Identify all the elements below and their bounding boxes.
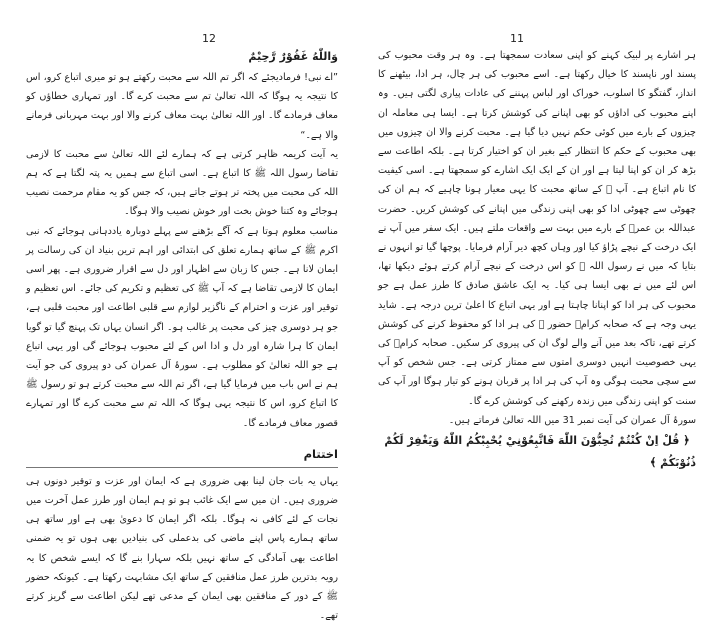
quranic-verse: وَاللّٰهُ غَفُوْرٌ رَّحِيْمٌ xyxy=(248,50,338,63)
paragraph: ہر اشارے پر لبیک کہنے کو اپنی سعادت سمجھتا ہے۔ وہ ہر وقت محبوب کی پسند اور ناپسند کا خیال رکھتا ہے۔ اسے محبوب کی ہر چال، ہر ادا، بیٹھنے کا انداز، گفتگو کا اسلوب، خوراک اور لباس پہننے کی عادات پیاری لگتی ہیں۔ وہ اپنے محبوب کی اداؤں کو بھی اپنانے کی کوشش کرتا ہے۔ ایسا ہی معاملہ ان چیزوں کے بارے میں کوئی حکم نہیں دیا گیا ہے۔ محبت کرنے والا ان چیزوں میں بھی محبوب کے حکم کا انتظار کیے بغیر ان کو اختیار کرتا ہے۔ بلکہ اطاعت سے بڑھ کر ان کو اپنا لیتا ہے اور ان کے ایک ایک اشارے کو سمجھتا ہے۔ اسی کیفیت کا نام اتباع ہے۔ آپ ﷺ کے ساتھ محبت کا یہی معیار ہونا چاہیے کہ ہم ان کی چھوٹی سے چھوٹی ادا کو بھی اپنی زندگی میں اپنانے کی کوشش کریں۔ حضرت عبداللہ بن عمرؓ کے بارے میں بہت سے واقعات ملتے ہیں۔ ایک سفر میں آپ نے ایک درخت کے نیچے پڑاؤ کیا اور وہاں کچھ دیر آرام فرمایا۔ پوچھا گیا تو انہوں نے بتایا کہ میں نے رسول اللہ ﷺ کو اس درخت کے نیچے آرام کرتے ہوئے دیکھا تھا، اس لئے میں نے بھی ایسا ہی کیا۔ یہ ایک عاشق صادق کا طرز عمل ہے جو محبوب کی ہر ادا کو اپنانا چاہتا ہے اور یہی اتباع کا اعلیٰ ترین درجہ ہے۔ شاید یہی وجہ ہے کہ صحابہ کرامؓ حضور ﷺ کی ہر ادا کو محفوظ کرنے کی کوشش کرتے تھے، تاکہ بعد میں آنے والے لوگ ان کی پیروی کر سکیں۔ صحابہ کرامؓ کی یہی خصوصیت انہیں دوسری امتوں سے ممتاز کرتی ہے۔ جس شخص کو آپ سے سچی محبت ہوگی وہ آپ کی ہر ادا پر قربان ہونے کو تیار ہوگا اور آپ کی سنت کو اپنی زندگی میں زندہ رکھنے کی کوشش کرے گا۔ xyxy=(378,50,696,407)
quranic-verse: ﴿ قُلْ اِنْ كُنْتُمْ تُحِبُّوْنَ اللّٰهَ فَاتَّبِعُوْنِيْ يُحْبِبْكُمُ اللّٰهُ وَيَغْفِرْ لَكُمْ ذُنُوْبَكُمْ ﴾ xyxy=(384,434,696,470)
page-number: 11 xyxy=(510,32,524,45)
paragraph: مناسب معلوم ہوتا ہے کہ آگے بڑھنے سے پہلے دوبارہ یاددہانی ہوجائے کہ نبی اکرم ﷺ کے ساتھ ہمارے تعلق کی ابتدائی اور اہم ترین بنیاد ان کی رسالت پر ایمان لانا ہے۔ جس کا زبان سے اظہار اور دل سے اقرار ضروری ہے۔ پھر اسی ایمان کا لازمی تقاضا ہے کہ آپ ﷺ کی تعظیم و تکریم کی جائے۔ اس تعظیم و توقیر اور عزت و احترام کے ناگزیر لوازم سے قلبی اطاعت اور محبت قلبی ہے، جو ہر دوسری چیز کی محبت پر غالب ہو۔ اگر انسان یہاں تک پہنچ گیا تو گویا ایمان کا ہرا شارہ اور دل و ادا اس کے لئے محبوب ہوجائے گی اور یہی اتباع ہے جو اللہ تعالیٰ کو مطلوب ہے۔ سورۂ آل عمران کی دو پیروی کی جو آیت ہم نے اس باب میں فرمایا گیا ہے، اگر تم اللہ سے محبت کرتے ہو تو رسول ﷺ کا اتباع کرو، اس کا نتیجہ یہی ہوگا کہ اللہ تم سے محبت کرے گا اور تمہارے قصور معاف فرمادے گا۔ xyxy=(26,225,338,429)
left-page-text xyxy=(26,46,338,625)
left-page xyxy=(26,0,338,622)
paragraph: یہ آیت کریمہ ظاہر کرتی ہے کہ ہمارے لئے اللہ تعالیٰ سے محبت کا لازمی تقاضا رسول اللہ ﷺ کا اتباع ہے۔ اسی اتباع سے ہمیں یہ پتہ لگتا ہے کہ ہم اللہ کی محبت میں پختہ تر ہوتے جاتے ہیں، کہ جس کو یہ مقام مرحمت نصیب ہوجائے وہ کتنا خوش بخت اور خوش نصیب والا ہوگا۔ xyxy=(26,148,338,218)
right-page-text xyxy=(378,46,696,474)
right-page xyxy=(378,0,696,515)
paragraph: ”اے نبی! فرمادیجئے کہ اگر تم اللہ سے محبت رکھتے ہو تو میری اتباع کرو، اس کا نتیجہ یہ ہوگا کہ اللہ تعالیٰ تم سے محبت کرے گا۔ اور تمہاری خطاؤں کو معاف فرمادے گا۔ اور اللہ تعالیٰ بہت معاف کرنے والا اور بہت مہربانی فرمانے والا ہے۔“ xyxy=(26,72,338,141)
paragraph: سورۂ آل عمران کی آیت نمبر 31 میں اللہ تعالیٰ فرماتے ہیں۔ xyxy=(448,414,696,426)
section-heading xyxy=(26,443,338,468)
heading-divider xyxy=(26,467,338,468)
paragraph: یہاں یہ بات جان لینا بھی ضروری ہے کہ ایمان اور عزت و توقیر دونوں ہی ضروری ہیں۔ ان میں سے ایک غائب ہو تو ہم ایمان اور طرز عمل آخرت میں نجات کے لئے کافی نہ ہوگا۔ بلکہ اگر ایمان کا دعویٰ بھی ہے اور ساتھ ہی ساتھ ہمارے پاس اپنے ماضی کی بدعملی کی بنیادیں بھی ہوں تو یہ ضمنی اطاعت بھی آمادگی کے ساتھ نہیں بلکہ سہارا بنے گا کہ ایسے شخص کا یہ رویہ بدترین طرز عمل منافقین کے ساتھ ایک مشابہت رکھتا ہے۔ کیونکہ حضور ﷺ کے دور کے منافقین بھی ایمان کے مدعی تھے لیکن اطاعت سے گریز کرتے تھے۔ xyxy=(26,475,338,622)
section-heading-text: اختتام xyxy=(303,446,338,461)
page-number: 12 xyxy=(202,32,216,45)
